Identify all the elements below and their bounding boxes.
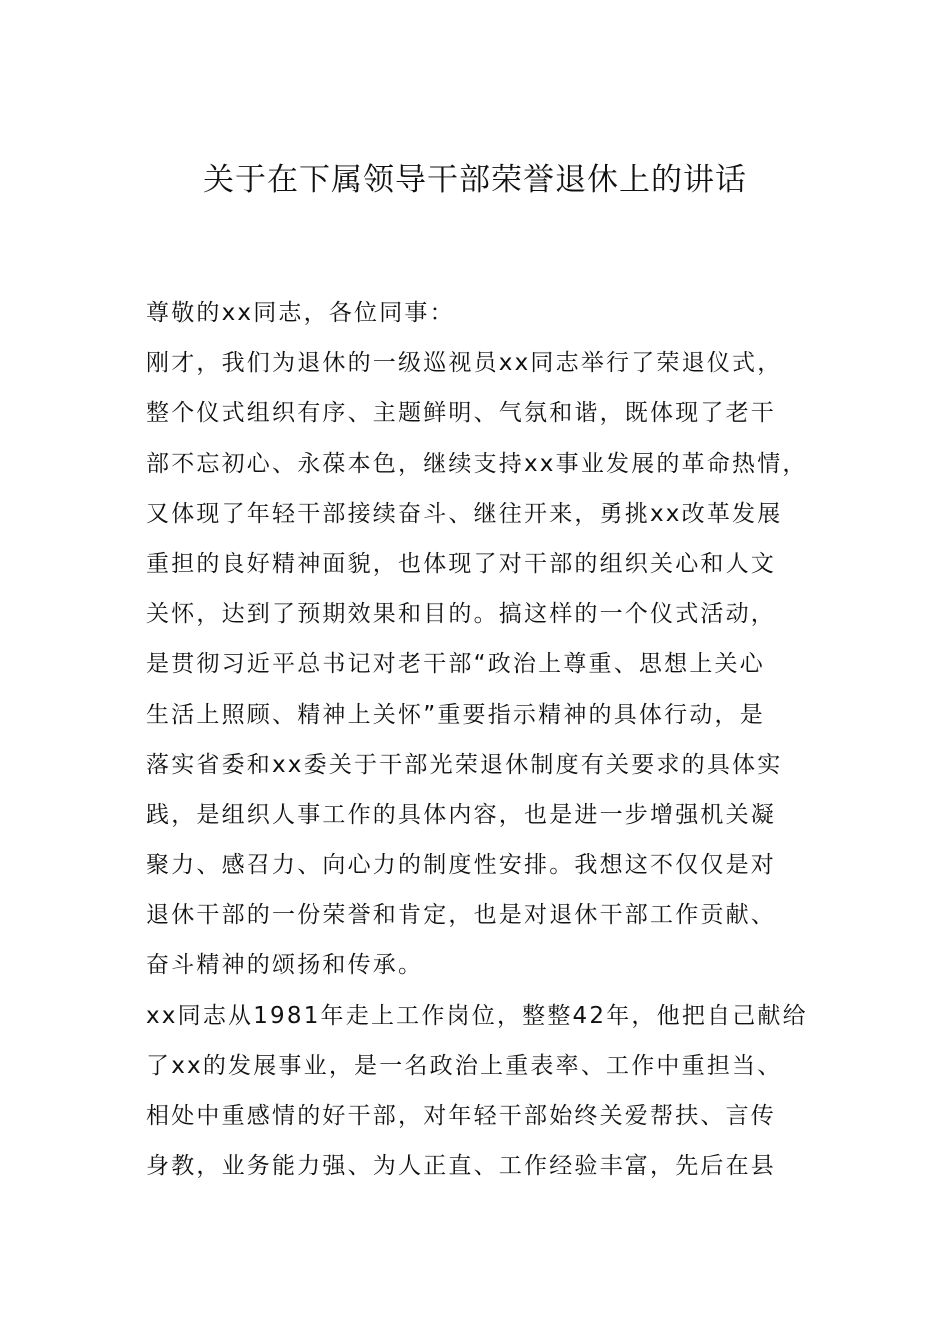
paragraph-line: 身教，业务能力强、为人正直、工作经验丰富，先后在县 [146, 1153, 776, 1180]
paragraph-line: 落实省委和xx委关于干部光荣退休制度有关要求的具体实 [146, 751, 783, 778]
paragraph-line: 聚力、感召力、向心力的制度性安排。我想这不仅仅是对 [146, 852, 776, 879]
document-title: 关于在下属领导干部荣誉退休上的讲话 [203, 162, 747, 198]
paragraph-line: 关怀，达到了预期效果和目的。搞这样的一个仪式活动， [146, 601, 776, 628]
paragraph-line: 又体现了年轻干部接续奋斗、继往开来，勇挑xx改革发展 [146, 500, 783, 527]
paragraph-line: 退休干部的一份荣誉和肯定，也是对退休干部工作贡献、 [146, 902, 776, 929]
paragraph-line: 相处中重感情的好干部，对年轻干部始终关爱帮扶、言传 [146, 1103, 776, 1129]
paragraph-line: 生活上照顾、精神上关怀”重要指示精神的具体行动，是 [146, 701, 765, 728]
paragraph-line: 奋斗精神的颂扬和传承。 [146, 952, 424, 979]
paragraph-line: 是贯彻习近平总书记对老干部“政治上尊重、思想上关心 [146, 651, 765, 678]
paragraph-line: 重担的良好精神面貌，也体现了对干部的组织关心和人文 [146, 550, 776, 577]
paragraph-line: xx同志从1981年走上工作岗位，整整42年，他把自己献给 [146, 1002, 808, 1029]
paragraph-line: 部不忘初心、永葆本色，继续支持xx事业发展的革命热情， [146, 450, 808, 477]
salutation-line: 尊敬的xx同志，各位同事： [146, 300, 455, 326]
paragraph-line: 践，是组织人事工作的具体内容，也是进一步增强机关凝 [146, 801, 776, 828]
paragraph-line: 整个仪式组织有序、主题鲜明、气氛和谐，既体现了老干 [146, 400, 776, 427]
document-body [146, 288, 816, 1191]
paragraph-line: 了xx的发展事业，是一名政治上重表率、工作中重担当、 [146, 1052, 783, 1079]
paragraph-line: 刚才，我们为退休的一级巡视员xx同志举行了荣退仪式， [146, 350, 783, 377]
